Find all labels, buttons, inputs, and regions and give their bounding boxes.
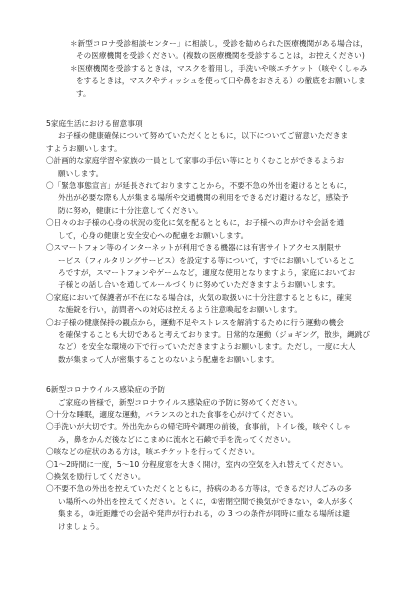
list-item-line: ービス（フィルタリングサービス）を設定する等について，すでにお願いしているとこ <box>58 255 355 265</box>
list-item-line: して，心身の健康と安全安心への配慮をお願いします。 <box>58 230 249 240</box>
note-consultation <box>46 38 374 63</box>
list-item-line: を確保することも大切であると考えております。日常的な運動（ジョギング，散歩，縄跳び <box>58 329 371 339</box>
list-item-line: い場所への外出を控えてください。とくに，①密閉空間で換気ができない，②人が多く <box>58 496 355 506</box>
section-intro-line: ご家庭の皆様で，新型コロナウイルス感染症の予防に努めてください。 <box>58 397 302 407</box>
list-item-line: けましょう。 <box>58 521 104 531</box>
list-item-line: 数が集まって人が密集することのないよう配慮をお願いします。 <box>58 354 280 364</box>
note-mask <box>46 63 374 100</box>
list-item <box>46 446 374 458</box>
list-item <box>46 471 374 483</box>
top-notes <box>46 38 374 100</box>
list-item-line: 〇「緊急事態宣言」が延長されておりますことから，不要不急の外出を避けるとともに， <box>46 181 352 191</box>
section-home-life <box>46 118 374 366</box>
list-item <box>46 409 374 421</box>
list-item-line: 防に努め，健康に十分注意してください。 <box>58 205 203 215</box>
list-item-line: 〇スマートフォン等のインターネットが利用できる機器には有害サイトアクセス制限サ <box>46 243 342 253</box>
note-line: をするときは，マスクやティッシュを使って口や鼻をおさえる）の徹底をお願いしま <box>76 76 366 86</box>
note-line: ＊新型コロナ受診相談センター」に相談し，受診を勧められた医療機関がある場合は， <box>70 39 368 48</box>
list-item <box>46 217 374 242</box>
list-item-line: な施錠を行い，訪問者への対応は控えるよう注意喚起をお願いします。 <box>58 305 302 315</box>
list-item-line: 〇咳などの症状のある方は，咳エチケットを行ってください。 <box>46 447 260 457</box>
note-line: ＊医療機関を受診するときは，マスクを着用し，手洗いや咳エチケット（咳やくしゃみ <box>70 63 368 73</box>
list-item-line: 外出が必要な際も人が集まる場所や交通機関の利用をできるだけ避けるなど，感染予 <box>58 193 349 203</box>
list-item <box>46 483 374 533</box>
list-item <box>46 292 374 317</box>
spacer <box>46 366 374 384</box>
list-item-line: 〇家庭において保護者が不在になる場合は，火気の取扱いに十分注意するとともに，確実 <box>46 292 352 302</box>
list-item-line: など）を安全な環境の下で行っていただきますようお願いします。ただし，一度に大人 <box>58 342 356 352</box>
list-item-line: 〇十分な睡眠，適度な運動，バランスのとれた食事を心がけてください。 <box>46 409 299 419</box>
list-item-line: ろですが，スマートフォンやゲームなど，適度な使用となりますよう，家庭においてお <box>58 267 356 277</box>
note-line: す。 <box>76 88 91 98</box>
section-heading <box>46 384 374 396</box>
section-infection-prevention <box>46 384 374 533</box>
note-line: その医療機関を受診ください。(複数の医療機関を受診することは，お控えください) <box>76 51 365 61</box>
list-item-line: 〇1〜2時間に一度，5〜10 分程度窓を大きく開け，室内の空気を入れ替えてください。 <box>46 459 348 469</box>
list-item-line: 願いします。 <box>58 168 104 178</box>
list-item-line: 〇日々のお子様の心身の状況の変化に気を配るとともに，お子様への声かけや会話を通 <box>46 218 345 228</box>
list-item-line: 〇換気を励行してください。 <box>46 472 146 481</box>
list-item-line: み，鼻をかんだ後などにこまめに流水と石鹸で手を洗ってください。 <box>58 434 296 444</box>
section-intro-line: お子様の健康確保について努めていただくとともに，以下についてご留意いただきま <box>58 131 349 141</box>
list-item <box>46 421 374 446</box>
list-item-line: 〇計画的な家庭学習や家族の一員として家事の手伝い等にとりくむことができるようお <box>46 156 345 166</box>
list-item-line: 〇お子様の健康保持の観点から，運動不足やストレスを解消するために行う運動の機会 <box>46 317 344 327</box>
list-item <box>46 317 374 367</box>
list-item-line: 子様との話し合いを通してルールづくりに努めていただきますようお願いします。 <box>58 280 341 290</box>
list-item <box>46 180 374 217</box>
spacer <box>46 100 374 118</box>
list-item <box>46 459 374 471</box>
section-title: 家庭生活における留意事項 <box>50 119 143 129</box>
list-item <box>46 242 374 292</box>
list-item-line: 集まる，③近距離での会話や発声が行われる，の 3 つの条件が同時に重なる場所は避 <box>58 509 350 519</box>
section-title: 新型コロナウイルス感染症の予防 <box>50 385 166 395</box>
list-item <box>46 155 374 180</box>
section-number: 5 <box>46 119 51 129</box>
section-intro-line: すようお願いします。 <box>46 143 122 153</box>
list-item-line: 〇不要不急の外出を控えていただくとともに，持病のある方等は，できるだけ人ごみの多 <box>46 484 352 494</box>
section-number: 6 <box>46 385 51 395</box>
section-heading <box>46 118 374 130</box>
list-item-line: 〇手洗いが大切です。外出先からの帰宅時や調理の前後，食事前，トイレ後，咳やくしゃ <box>46 422 351 432</box>
